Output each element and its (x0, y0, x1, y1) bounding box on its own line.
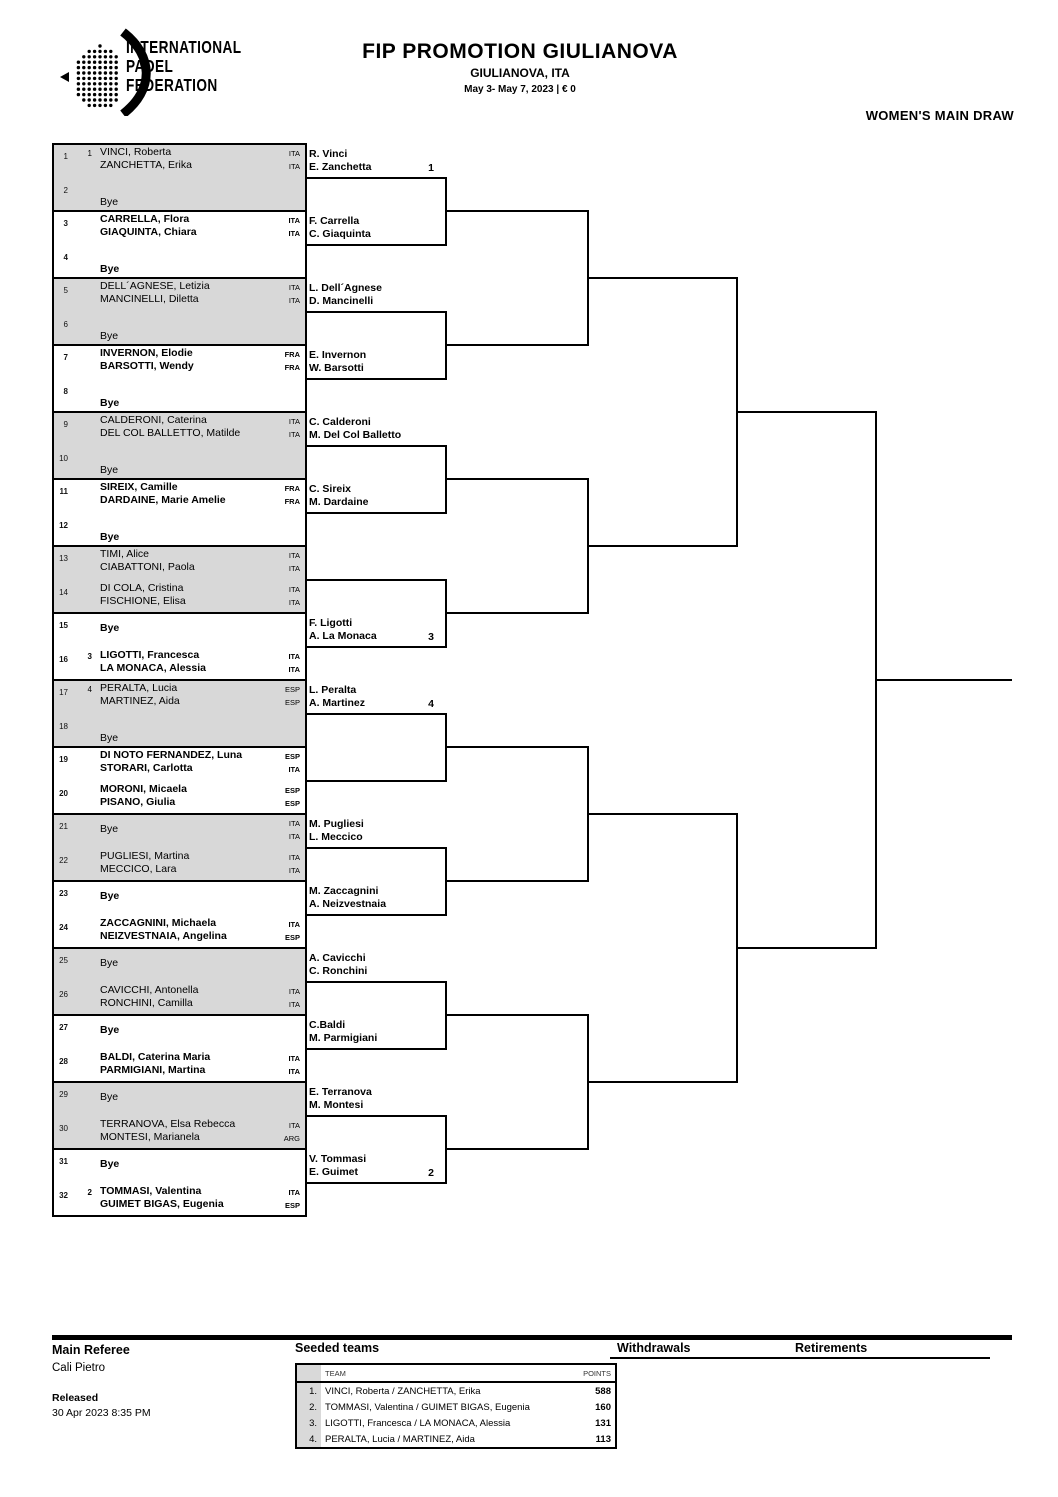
team-flags (240, 147, 300, 174)
round2-line (307, 847, 446, 849)
team-flags (240, 784, 300, 811)
team-names (100, 917, 227, 944)
slot-seed-number: 4 (87, 685, 92, 694)
bye-label: Bye (100, 329, 119, 342)
entry-box-border (52, 1081, 307, 1083)
round2-player-1: M. Zaccagnini (309, 884, 379, 897)
slot-position-number: 6 (63, 319, 68, 329)
bye-label: Bye (100, 622, 120, 634)
player-name: CALDERONI, Caterina (100, 414, 207, 426)
round2-line (307, 1182, 446, 1184)
round2-player-1: C. Calderoni (309, 415, 371, 428)
bye-label: Bye (100, 1091, 119, 1103)
main-referee-label: Main Referee (52, 1343, 130, 1357)
team-names (100, 548, 195, 575)
round2-player-2: E. Zanchetta (309, 161, 372, 173)
seeded-team-rank: 4. (296, 1431, 321, 1448)
footer-divider (52, 1335, 1012, 1340)
bye-label: Bye (100, 195, 119, 208)
round2-team (309, 282, 444, 310)
round2-line (307, 1048, 446, 1050)
country-flag: ITA (288, 597, 300, 607)
team-names (100, 146, 192, 173)
entry-box-border (52, 277, 307, 279)
country-flag: FRA (284, 350, 300, 359)
slot-seed-number: 2 (87, 1187, 92, 1197)
player-name: LA MONACA, Alessia (100, 661, 206, 674)
country-flag: ITA (288, 296, 300, 306)
entry-box-border (52, 813, 307, 815)
country-flag: ITA (288, 865, 300, 875)
player-name: MANCINELLI, Diletta (100, 293, 199, 306)
country-flag: ESP (284, 685, 300, 694)
round2-player-1: M. Pugliesi (309, 817, 364, 830)
team-flags (240, 482, 300, 509)
round2-seed-number: 2 (428, 1167, 434, 1179)
player-name: VINCI, Roberta (100, 146, 172, 158)
round2-team (309, 148, 444, 176)
team-names (100, 984, 198, 1011)
country-flag: ITA (288, 765, 300, 775)
round2-player-2: D. Mancinelli (309, 295, 374, 307)
player-name: BARSOTTI, Wendy (100, 360, 194, 373)
player-name: MONTESI, Marianela (100, 1130, 200, 1143)
slot-position-number: 27 (59, 1023, 68, 1032)
entry-box-border (52, 880, 307, 882)
round2-line (307, 311, 446, 313)
round2-player-1: E. Invernon (309, 348, 367, 361)
team-names (100, 682, 180, 709)
round2-player-1: V. Tommasi (309, 1152, 367, 1165)
round2-line (307, 713, 446, 715)
slot-position-number: 21 (59, 822, 68, 831)
entry-box-border (52, 1215, 307, 1217)
round2-line (307, 244, 446, 246)
slot-seed-number: 3 (87, 651, 92, 661)
semifinal-line (587, 813, 737, 815)
country-flag: ITA (288, 1120, 300, 1130)
player-name: LIGOTTI, Francesca (100, 648, 200, 661)
round2-seed-number: 3 (428, 631, 434, 643)
team-flags (240, 1119, 300, 1146)
player-name: DELL´AGNESE, Letizia (100, 280, 210, 292)
bye-label: Bye (100, 530, 120, 543)
country-flag: ITA (288, 999, 300, 1009)
round2-player-2: L. Meccico (309, 831, 363, 843)
player-name: STORARI, Carlotta (100, 762, 193, 775)
country-flag: ITA (288, 1053, 300, 1063)
round2-line (307, 445, 446, 447)
country-flag: ITA (288, 986, 300, 996)
quarterfinal-line (445, 612, 588, 614)
team-flags (240, 650, 300, 677)
team-names (100, 347, 194, 374)
player-name: DEL COL BALLETTO, Matilde (100, 427, 241, 440)
seeded-team-row (296, 1431, 616, 1448)
round2-player-2: A. Neizvestnaia (309, 898, 387, 910)
withdrawals-retirements-underline (610, 1357, 990, 1359)
player-name: RONCHINI, Camilla (100, 996, 193, 1009)
seeded-team-points: 113 (595, 1433, 611, 1445)
seeded-team-rank: 3. (296, 1415, 321, 1431)
entry-box-border (52, 1014, 307, 1016)
seeded-team-names: VINCI, Roberta / ZANCHETTA, Erika (325, 1385, 481, 1397)
logo-line: PADEL (126, 56, 174, 76)
team-names (100, 280, 210, 307)
team-flags (240, 750, 300, 777)
team-flags (240, 851, 300, 878)
round2-team (309, 1153, 444, 1181)
team-flags (240, 415, 300, 442)
team-flags (240, 549, 300, 576)
slot-position-number: 23 (59, 889, 68, 898)
round2-team (309, 416, 444, 444)
seeded-team-row (296, 1382, 616, 1399)
round2-player-1: E. Terranova (309, 1085, 372, 1098)
country-flag: ITA (288, 564, 300, 574)
quarterfinal-line (445, 478, 588, 480)
country-flag: ITA (288, 919, 300, 929)
seeded-team-names: PERALTA, Lucia / MARTINEZ, Aida (325, 1433, 475, 1445)
seeded-team-rank: 2. (296, 1399, 321, 1415)
entry-box-border (52, 344, 307, 346)
round2-team (309, 1019, 444, 1047)
slot-position-number: 9 (63, 420, 68, 429)
tournament-title: FIP PROMOTION GIULIANOVA (362, 40, 678, 63)
seeded-team-rank: 1. (296, 1382, 321, 1399)
tournament-dates: May 3- May 7, 2023 | € 0 (464, 84, 576, 95)
country-flag: ITA (288, 149, 300, 158)
player-name: PERALTA, Lucia (100, 682, 178, 694)
player-name: NEIZVESTNAIA, Angelina (100, 929, 227, 942)
team-flags (240, 1186, 300, 1213)
round2-player-2: M. Dardaine (309, 496, 369, 508)
round2-player-2: M. Del Col Balletto (309, 429, 402, 441)
round2-player-1: R. Vinci (309, 147, 348, 160)
entry-box-border (52, 746, 307, 748)
team-flags (240, 281, 300, 308)
round2-line (307, 780, 446, 782)
team-names (100, 783, 187, 810)
retirements-label: Retirements (795, 1341, 868, 1355)
slot-position-number: 28 (59, 1056, 68, 1066)
entry-box-border (52, 478, 307, 480)
slot-position-number: 19 (59, 755, 68, 764)
country-flag: ITA (288, 283, 300, 292)
country-flag: ITA (288, 832, 300, 842)
team-names (100, 1118, 235, 1145)
country-flag: ITA (288, 417, 300, 426)
player-name: PARMIGIANI, Martina (100, 1063, 206, 1076)
entry-box-border (52, 679, 307, 681)
bye-label: Bye (100, 957, 119, 969)
country-flag: ITA (288, 852, 300, 862)
team-flags (240, 985, 300, 1012)
slot-position-number: 10 (59, 453, 68, 463)
country-flag: ESP (284, 1200, 300, 1210)
round2-player-2: A. La Monaca (309, 630, 377, 642)
bye-label: Bye (100, 890, 120, 902)
slot-position-number: 25 (59, 956, 68, 965)
team-flags (240, 683, 300, 710)
round2-player-1: F. Carrella (309, 214, 360, 227)
player-name: DI COLA, Cristina (100, 581, 184, 594)
round2-player-2: M. Parmigiani (309, 1032, 378, 1044)
player-name: DARDAINE, Marie Amelie (100, 494, 226, 507)
country-flag: ITA (288, 664, 300, 674)
bye-label: Bye (100, 1024, 120, 1036)
slot-position-number: 29 (59, 1090, 68, 1099)
entry-box-border (305, 143, 307, 1217)
round2-team (309, 818, 444, 846)
entry-box-border (52, 411, 307, 413)
round2-line (307, 914, 446, 916)
slot-position-number: 24 (59, 922, 68, 932)
slot-position-number: 13 (59, 554, 68, 563)
country-flag: ITA (288, 551, 300, 560)
seeded-teams-label: Seeded teams (295, 1341, 380, 1355)
round2-team (309, 952, 444, 980)
round2-line (307, 378, 446, 380)
country-flag: ITA (288, 216, 300, 225)
slot-position-number: 31 (59, 1157, 68, 1166)
entry-box-border (52, 210, 307, 212)
main-referee-name: Cali Pietro (52, 1362, 106, 1374)
round2-player-2: A. Martinez (309, 697, 366, 709)
slot-position-number: 7 (63, 353, 68, 362)
country-flag: ITA (288, 584, 300, 594)
seeded-header-points: POINTS (567, 1364, 616, 1382)
team-flags (240, 918, 300, 945)
country-flag: ITA (288, 162, 300, 172)
player-name: FISCHIONE, Elisa (100, 594, 186, 607)
slot-seed-number: 1 (87, 149, 92, 158)
country-flag: ITA (288, 1066, 300, 1076)
seeded-team-row (296, 1415, 616, 1431)
seeded-header-team: TEAM (321, 1364, 567, 1382)
final-line (736, 411, 876, 413)
round2-team (309, 349, 444, 377)
team-names (100, 1051, 210, 1078)
player-name: BALDI, Caterina Maria (100, 1050, 211, 1063)
slot-position-number: 17 (59, 688, 68, 697)
round2-player-1: A. Cavicchi (309, 951, 366, 964)
player-name: TIMI, Alice (100, 548, 150, 560)
seeded-team-names: LIGOTTI, Francesca / LA MONACA, Alessia (325, 1417, 511, 1429)
round2-team (309, 483, 444, 511)
draw-title: WOMEN'S MAIN DRAW (865, 108, 1014, 123)
bye-label: Bye (100, 1158, 120, 1170)
round2-player-2: C. Ronchini (309, 965, 368, 977)
team-names (100, 213, 197, 240)
slot-position-number: 12 (59, 520, 68, 530)
round2-player-2: W. Barsotti (309, 362, 364, 374)
player-name: INVERNON, Elodie (100, 347, 193, 359)
bye-label: Bye (100, 262, 120, 275)
released-timestamp: 30 Apr 2023 8:35 PM (52, 1407, 151, 1419)
released-label: Released (52, 1392, 99, 1404)
team-names (100, 649, 206, 676)
country-flag: ESP (284, 698, 300, 708)
round2-player-1: C.Baldi (309, 1018, 346, 1031)
player-name: CAVICCHI, Antonella (100, 983, 199, 996)
slot-position-number: 3 (63, 219, 68, 228)
round2-player-1: L. Peralta (309, 683, 357, 696)
bye-label: Bye (100, 463, 119, 476)
entry-box-border (52, 545, 307, 547)
country-flag: ITA (288, 430, 300, 440)
slot-position-number: 5 (63, 286, 68, 295)
quarterfinal-line (445, 210, 588, 212)
slot-position-number: 22 (59, 855, 68, 865)
player-name: PUGLIESI, Martina (100, 849, 190, 862)
country-flag: ESP (284, 932, 300, 942)
player-name: CIABATTONI, Paola (100, 561, 195, 574)
quarterfinal-line (445, 344, 588, 346)
round2-player-2: M. Montesi (309, 1099, 364, 1111)
logo-line: FEDERATION (126, 75, 218, 95)
team-flags (240, 214, 300, 241)
seeded-team-names: TOMMASI, Valentina / GUIMET BIGAS, Eugenia (325, 1401, 530, 1413)
player-name: MORONI, Micaela (100, 782, 187, 795)
round2-seed-number: 4 (428, 698, 434, 710)
country-flag: ARG (283, 1133, 300, 1143)
semifinal-line (587, 277, 737, 279)
country-flag: FRA (284, 363, 300, 373)
seeded-team-points: 588 (595, 1385, 611, 1397)
player-name: MECCICO, Lara (100, 862, 177, 875)
round2-line (307, 1115, 446, 1117)
slot-position-number: 16 (59, 654, 68, 664)
player-name: DI NOTO FERNANDEZ, Luna (100, 749, 243, 761)
slot-position-number: 8 (63, 386, 68, 396)
quarterfinal-line (445, 746, 588, 748)
ipf-logo-text (126, 38, 242, 95)
team-flags (240, 817, 300, 844)
quarterfinal-line (445, 1148, 588, 1150)
country-flag: ESP (284, 752, 300, 761)
slot-position-number: 18 (59, 721, 68, 731)
slot-position-number: 32 (59, 1190, 68, 1200)
slot-position-number: 2 (63, 185, 68, 195)
player-name: ZACCAGNINI, Michaela (100, 916, 217, 929)
team-flags (240, 348, 300, 375)
team-names (100, 749, 242, 776)
round2-line (307, 512, 446, 514)
round2-team (309, 617, 444, 645)
player-name: PISANO, Giulia (100, 795, 176, 808)
team-flags (240, 1052, 300, 1079)
slot-position-number: 15 (59, 621, 68, 630)
team-names (100, 414, 240, 441)
bye-label: Bye (100, 396, 120, 409)
country-flag: FRA (284, 497, 300, 507)
bye-label: Bye (100, 823, 119, 835)
team-names (100, 850, 189, 877)
entry-box-border (52, 947, 307, 949)
round2-team (309, 684, 444, 712)
slot-position-number: 4 (63, 252, 68, 262)
player-name: TERRANOVA, Elsa Rebecca (100, 1117, 236, 1130)
country-flag: ITA (288, 819, 300, 828)
player-name: SIREIX, Camille (100, 481, 178, 493)
slot-position-number: 26 (59, 989, 68, 999)
round2-team (309, 885, 444, 913)
final-line (736, 947, 876, 949)
round2-line (307, 177, 446, 179)
seeded-table-header-row (296, 1364, 616, 1382)
country-flag: ESP (284, 798, 300, 808)
country-flag: ITA (288, 651, 300, 661)
entry-box-border (52, 612, 307, 614)
player-name: GUIMET BIGAS, Eugenia (100, 1197, 224, 1210)
team-names (100, 481, 226, 508)
semifinal-line (587, 545, 737, 547)
slot-position-number: 1 (63, 152, 68, 161)
round2-line (307, 579, 446, 581)
country-flag: ESP (284, 785, 300, 795)
entry-box-border (52, 1148, 307, 1150)
player-name: TOMMASI, Valentina (100, 1184, 202, 1197)
slot-position-number: 20 (59, 788, 68, 798)
player-name: CARRELLA, Flora (100, 213, 190, 225)
slot-position-number: 30 (59, 1123, 68, 1133)
country-flag: ITA (288, 1187, 300, 1197)
country-flag: FRA (284, 484, 300, 493)
round2-player-2: C. Giaquinta (309, 228, 371, 240)
seeded-team-points: 131 (595, 1417, 611, 1429)
round2-team (309, 1086, 444, 1114)
player-name: ZANCHETTA, Erika (100, 159, 192, 172)
round2-line (307, 981, 446, 983)
round2-seed-number: 1 (428, 162, 434, 174)
team-names (100, 582, 186, 609)
seeded-header-num (296, 1364, 321, 1382)
seeded-team-points: 160 (595, 1401, 611, 1413)
round2-line (307, 646, 446, 648)
seeded-teams-table (295, 1363, 617, 1449)
entry-box-border (52, 143, 307, 145)
quarterfinal-line (445, 1014, 588, 1016)
tournament-location: GIULIANOVA, ITA (470, 66, 570, 80)
round2-player-1: C. Sireix (309, 482, 352, 495)
country-flag: ITA (288, 229, 300, 239)
round2-player-1: L. Dell´Agnese (309, 281, 382, 294)
seeded-team-row (296, 1399, 616, 1415)
bye-label: Bye (100, 731, 119, 744)
round2-player-1: F. Ligotti (309, 616, 353, 629)
team-names (100, 1185, 224, 1212)
quarterfinal-line (445, 880, 588, 882)
round2-team (309, 215, 444, 243)
logo-line: INTERNATIONAL (126, 37, 242, 57)
player-name: GIAQUINTA, Chiara (100, 226, 197, 239)
withdrawals-label: Withdrawals (617, 1341, 691, 1355)
champion-line (875, 679, 1012, 681)
player-name: MARTINEZ, Aida (100, 695, 180, 708)
slot-position-number: 11 (59, 487, 68, 496)
slot-position-number: 14 (59, 587, 68, 597)
round2-player-2: E. Guimet (309, 1166, 359, 1178)
team-flags (240, 583, 300, 610)
semifinal-line (587, 1081, 737, 1083)
